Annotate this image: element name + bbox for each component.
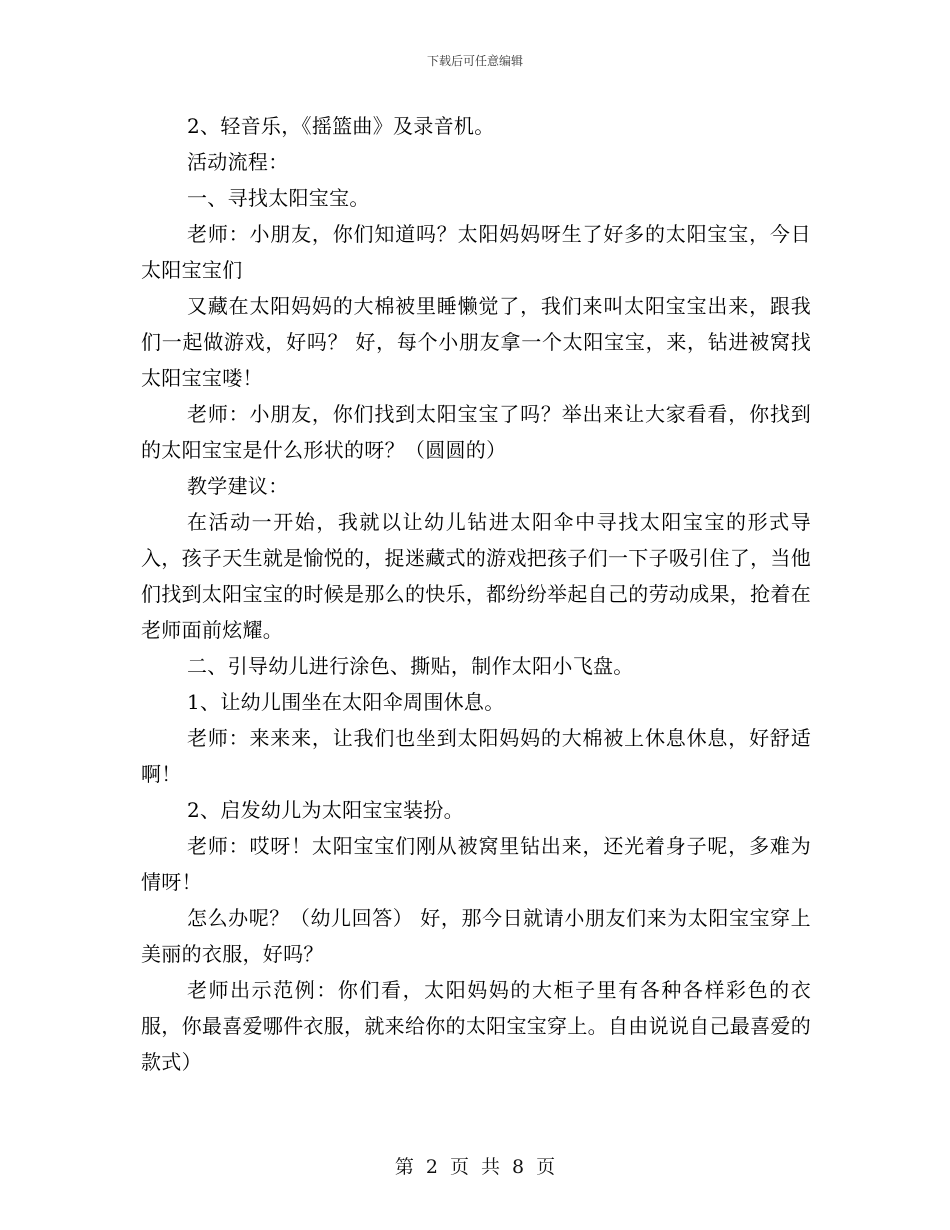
paragraph: 一、寻找太阳宝宝。 xyxy=(187,186,370,210)
paragraph: 1、让幼儿围坐在太阳伞周围休息。 xyxy=(187,690,505,714)
paragraph: 二、引导幼儿进行涂色、撕贴，制作太阳小飞盘。 xyxy=(187,654,634,678)
paragraph: 老师：来来来，让我们也坐到太阳妈妈的大棉被上休息休息，好舒适啊！ xyxy=(141,726,811,786)
paragraph: 教学建议： xyxy=(187,474,289,498)
paragraph: 活动流程： xyxy=(187,150,289,174)
page-header: 下载后可任意编辑 xyxy=(426,54,523,68)
paragraph: 又藏在太阳妈妈的大棉被里睡懒觉了，我们来叫太阳宝宝出来，跟我们一起做游戏，好吗？ 好，每个小朋友拿一个太阳宝宝，来，钻进被窝找太阳宝宝喽！ xyxy=(141,294,811,390)
paragraph: 怎么办呢？（幼儿回答） 好，那今日就请小朋友们来为太阳宝宝穿上美丽的衣服，好吗？ xyxy=(141,906,811,966)
document-body xyxy=(141,108,811,1080)
paragraph: 老师：哎呀！太阳宝宝们刚从被窝里钻出来，还光着身子呢，多难为情呀！ xyxy=(141,834,811,894)
paragraph: 老师出示范例：你们看，太阳妈妈的大柜子里有各种各样彩色的衣服，你最喜爱哪件衣服，就来给你的太阳宝宝穿上。自由说说自己最喜爱的款式） xyxy=(141,978,811,1074)
paragraph: 老师：小朋友，你们找到太阳宝宝了吗？举出来让大家看看，你找到的太阳宝宝是什么形状的呀？（圆圆的） xyxy=(141,402,811,462)
paragraph: 2、启发幼儿为太阳宝宝装扮。 xyxy=(187,798,464,822)
paragraph: 在活动一开始，我就以让幼儿钻进太阳伞中寻找太阳宝宝的形式导入，孩子天生就是愉悦的，捉迷藏式的游戏把孩子们一下子吸引住了，当他们找到太阳宝宝的时候是那么的快乐，都纷纷举起自己的劳动成果，抢着在老师面前炫耀。 xyxy=(141,510,811,642)
paragraph: 2、轻音乐，《摇篮曲》及录音机。 xyxy=(187,114,495,138)
page-number: 第 2 页 共 8 页 xyxy=(394,1156,556,1178)
paragraph: 老师：小朋友，你们知道吗？太阳妈妈呀生了好多的太阳宝宝，今日太阳宝宝们 xyxy=(141,222,811,282)
